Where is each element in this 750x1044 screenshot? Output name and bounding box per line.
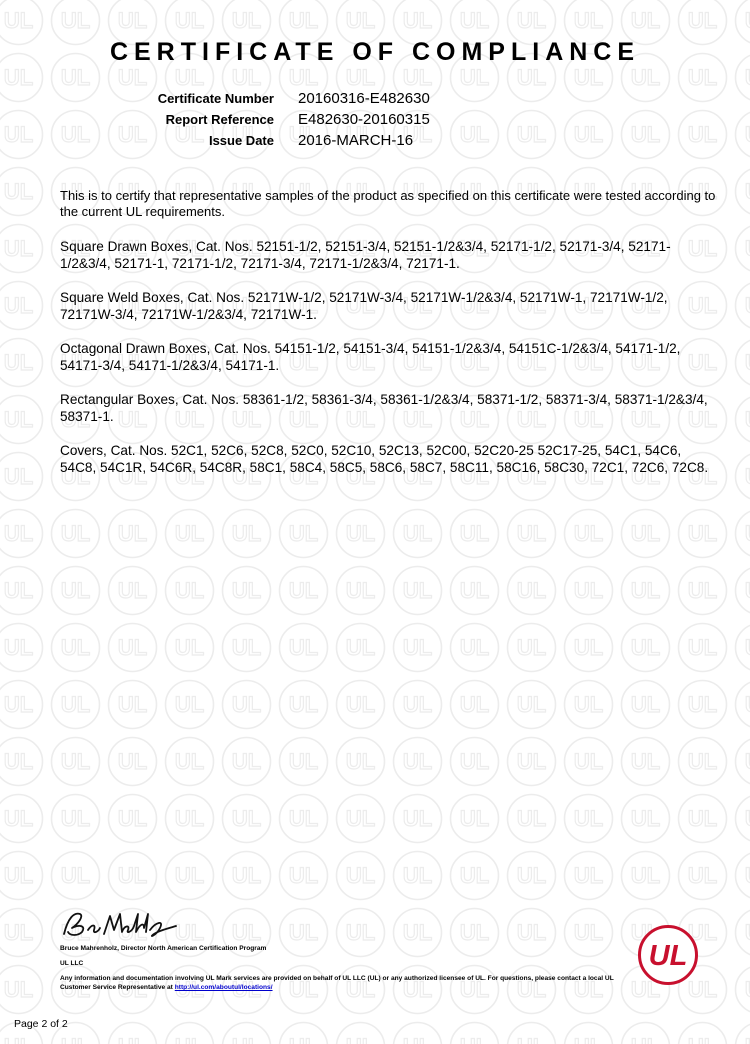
certificate-number-value: 20160316-E482630	[298, 90, 430, 107]
signatory-name: Bruce Mahrenholz, Director North American Certification Program	[60, 945, 267, 952]
ul-logo-text: UL	[648, 940, 688, 972]
certificate-number-row	[0, 88, 750, 109]
certification-statement: This is to certify that representative samples of the product as specified on this certificate were tested according to the current UL requirements.	[60, 188, 716, 219]
issue-date-value: 2016-MARCH-16	[298, 132, 414, 149]
certificate-body	[60, 188, 720, 493]
handwritten-signature	[60, 904, 180, 944]
certificate-number-label: Certificate Number	[157, 91, 274, 106]
product-paragraph: Covers, Cat. Nos. 52C1, 52C6, 52C8, 52C0, 52C10, 52C13, 52C00, 52C20-25 52C17-25, 54C1, 54C6, 54C8, 54C1R, 54C6R, 54C8R, 58C1, 58C4, 58C5, 58C6, 58C7, 58C11, 58C16, 58C30, 72C1, 72C6, 72C8.	[60, 443, 709, 475]
report-reference-row	[0, 109, 750, 130]
page-number: Page 2 of 2	[14, 1018, 68, 1030]
product-paragraph: Rectangular Boxes, Cat. Nos. 58361-1/2, 58361-3/4, 58361-1/2&3/4, 58371-1/2, 58371-3/4, 58371-1/2&3/4, 58371-1.	[60, 392, 708, 424]
disclaimer-text	[60, 974, 620, 992]
product-paragraph: Octagonal Drawn Boxes, Cat. Nos. 54151-1/2, 54151-3/4, 54151-1/2&3/4, 54151C-1/2&3/4, 54171-1/2, 54171-3/4, 54171-1/2&3/4, 54171-1.	[60, 341, 681, 373]
report-reference-label: Report Reference	[165, 112, 274, 127]
certificate-meta	[0, 88, 750, 151]
certificate-title: CERTIFICATE OF COMPLIANCE	[109, 38, 641, 66]
product-paragraph: Square Weld Boxes, Cat. Nos. 52171W-1/2, 52171W-3/4, 52171W-1/2&3/4, 52171W-1, 72171W-1/2, 72171W-3/4, 72171W-1/2&3/4, 72171W-1.	[60, 290, 668, 322]
issue-date-label: Issue Date	[208, 133, 274, 148]
company-name: UL LLC	[60, 960, 84, 967]
disclaimer-body: Any information and documentation involving UL Mark services are provided on behalf of UL LLC (UL) or any authorized licensee of UL. For questions, please contact a local UL Customer Service Representative at	[60, 975, 614, 991]
report-reference-value: E482630-20160315	[298, 111, 430, 128]
ul-locations-link[interactable]: http://ul.com/aboutul/locations/	[174, 984, 273, 991]
ul-logo-icon	[637, 924, 699, 986]
issue-date-row	[0, 130, 750, 151]
certificate-footer	[60, 944, 620, 998]
product-paragraph: Square Drawn Boxes, Cat. Nos. 52151-1/2, 52151-3/4, 52151-1/2&3/4, 52171-1/2, 52171-3/4, 52171-1/2&3/4, 52171-1, 72171-1/2, 72171-3/4, 72171-1/2&3/4, 72171-1.	[60, 239, 671, 271]
